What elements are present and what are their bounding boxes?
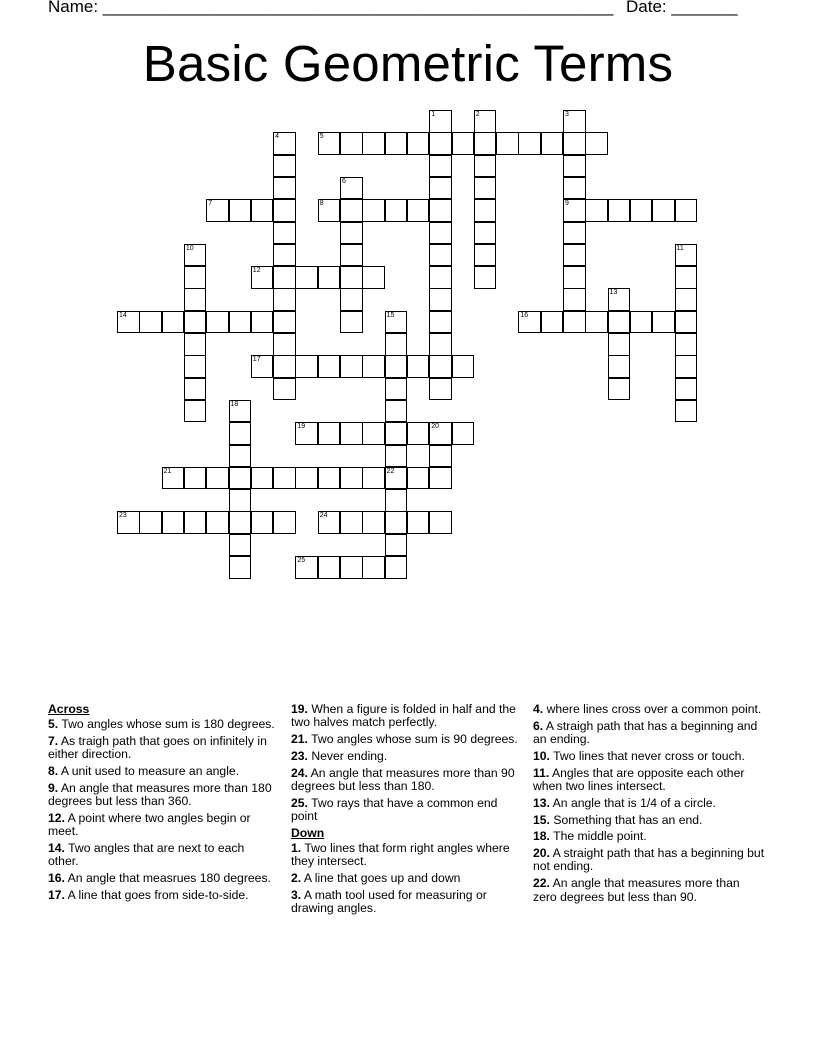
- grid-cell[interactable]: [585, 132, 608, 155]
- clue-item-text: A math tool used for measuring or drawing angles.: [291, 888, 487, 916]
- clue-item-text: A straigh path that has a beginning and an ending.: [533, 718, 758, 747]
- grid-cell[interactable]: [429, 467, 452, 490]
- clue-item-number: 12.: [48, 811, 65, 826]
- grid-cell[interactable]: [184, 244, 207, 267]
- clue-item-number: 19.: [291, 702, 308, 716]
- grid-cell[interactable]: [407, 355, 430, 378]
- grid-cell[interactable]: [206, 199, 229, 222]
- clue-item-text: A straight path that has a beginning but not ending.: [533, 846, 765, 874]
- clue-item-text: An angle that is 1/4 of a circle.: [552, 795, 716, 810]
- clue-number: 8: [319, 200, 324, 208]
- clue-item: [533, 750, 765, 763]
- grid-cell[interactable]: [608, 199, 631, 222]
- clue-item-number: 13.: [533, 795, 550, 810]
- grid-cell[interactable]: [474, 177, 497, 200]
- grid-cell[interactable]: [385, 333, 408, 356]
- grid-cell[interactable]: [295, 266, 318, 289]
- grid-cell[interactable]: [585, 311, 608, 334]
- section-heading: Down: [291, 825, 325, 840]
- clue-number: 7: [208, 200, 213, 208]
- grid-cell[interactable]: [251, 311, 274, 334]
- grid-cell[interactable]: [295, 422, 318, 445]
- grid-cell[interactable]: [340, 511, 363, 534]
- grid-cell[interactable]: [251, 467, 274, 490]
- grid-cell[interactable]: [362, 355, 385, 378]
- grid-cell[interactable]: [362, 266, 385, 289]
- grid-cell[interactable]: [585, 199, 608, 222]
- grid-cell[interactable]: [318, 266, 341, 289]
- grid-cell[interactable]: [340, 355, 363, 378]
- grid-cell[interactable]: [429, 199, 452, 222]
- grid-cell[interactable]: [273, 333, 296, 356]
- grid-cell[interactable]: [675, 288, 698, 311]
- clue-item-number: 21.: [291, 732, 308, 747]
- grid-cell[interactable]: [407, 467, 430, 490]
- clue-number: 16: [520, 311, 529, 319]
- clue-item-number: 24.: [291, 765, 308, 780]
- grid-cell[interactable]: [563, 177, 586, 200]
- grid-cell[interactable]: [429, 445, 452, 468]
- grid-cell[interactable]: [608, 378, 631, 401]
- clue-number: 12: [252, 267, 261, 275]
- clue-item-text: Two angles that are next to each other.: [48, 841, 245, 869]
- grid-cell[interactable]: [318, 511, 341, 534]
- clue-item: [48, 735, 278, 762]
- clue-item: [48, 782, 278, 809]
- grid-cell[interactable]: [474, 199, 497, 222]
- clue-item-text: A unit used to measure an angle.: [60, 764, 240, 779]
- clue-item: [533, 830, 765, 843]
- grid-cell[interactable]: [229, 445, 252, 468]
- grid-cell[interactable]: [295, 556, 318, 579]
- grid-cell[interactable]: [563, 244, 586, 267]
- grid-cell[interactable]: [429, 222, 452, 245]
- grid-cell[interactable]: [608, 311, 631, 334]
- clue-item: [48, 842, 278, 869]
- grid-cell[interactable]: [675, 400, 698, 423]
- clue-number: 25: [297, 557, 306, 564]
- grid-cell[interactable]: [206, 467, 229, 490]
- clue-item-number: 14.: [48, 841, 65, 856]
- grid-cell[interactable]: [340, 266, 363, 289]
- grid-cell[interactable]: [675, 311, 698, 334]
- grid-cell[interactable]: [474, 110, 497, 133]
- clue-item-number: 10.: [533, 748, 550, 763]
- grid-cell[interactable]: [362, 199, 385, 222]
- grid-cell[interactable]: [251, 199, 274, 222]
- grid-cell[interactable]: [563, 132, 586, 155]
- clue-item-number: 8.: [48, 764, 59, 779]
- grid-cell[interactable]: [474, 155, 497, 178]
- grid-cell[interactable]: [563, 222, 586, 245]
- grid-cell[interactable]: [429, 378, 452, 401]
- grid-cell[interactable]: [229, 422, 252, 445]
- grid-cell[interactable]: [429, 311, 452, 334]
- grid-cell[interactable]: [675, 378, 698, 401]
- grid-cell[interactable]: [229, 199, 252, 222]
- grid-cell[interactable]: [563, 311, 586, 334]
- clue-item: [533, 814, 765, 827]
- grid-cell[interactable]: [429, 244, 452, 267]
- grid-cell[interactable]: [541, 132, 564, 155]
- grid-cell[interactable]: [295, 355, 318, 378]
- clue-item: [291, 797, 521, 824]
- grid-cell[interactable]: [184, 288, 207, 311]
- grid-cell[interactable]: [675, 355, 698, 378]
- clue-item-text: An angle that measrues 180 degrees.: [67, 871, 271, 886]
- grid-cell[interactable]: [229, 511, 252, 534]
- clue-item: [48, 889, 278, 902]
- grid-cell[interactable]: [429, 511, 452, 534]
- clue-item-text: Two lines that never cross or touch.: [553, 748, 745, 763]
- clue-item-text: Two lines that form right angles where they intersect.: [291, 841, 510, 869]
- grid-cell[interactable]: [474, 132, 497, 155]
- clue-number: 24: [319, 512, 328, 520]
- grid-cell[interactable]: [273, 378, 296, 401]
- grid-cell[interactable]: [407, 511, 430, 534]
- grid-cell[interactable]: [385, 378, 408, 401]
- grid-cell[interactable]: [429, 266, 452, 289]
- grid-cell[interactable]: [474, 266, 497, 289]
- grid-cell[interactable]: [318, 355, 341, 378]
- grid-cell[interactable]: [340, 556, 363, 579]
- grid-cell[interactable]: [452, 422, 475, 445]
- clue-item: [48, 872, 278, 885]
- grid-cell[interactable]: [518, 132, 541, 155]
- grid-cell[interactable]: [184, 266, 207, 289]
- clue-item: [533, 877, 765, 904]
- grid-cell[interactable]: [362, 467, 385, 490]
- grid-cell[interactable]: [273, 311, 296, 334]
- clue-item-text: Two angles whose sum is 90 degrees.: [311, 732, 518, 747]
- grid-cell[interactable]: [340, 422, 363, 445]
- grid-cell[interactable]: [206, 511, 229, 534]
- grid-cell[interactable]: [162, 311, 185, 334]
- clue-item-text: As traigh path that goes on infinitely in either direction.: [48, 734, 267, 762]
- clue-item-number: 6.: [533, 718, 544, 733]
- name-field[interactable]: Name: ______________________________________________________: [48, 0, 614, 16]
- clue-item-number: 23.: [291, 748, 308, 763]
- grid-cell[interactable]: [563, 199, 586, 222]
- grid-cell[interactable]: [273, 288, 296, 311]
- grid-cell[interactable]: [273, 199, 296, 222]
- grid-cell[interactable]: [407, 199, 430, 222]
- grid-cell[interactable]: [385, 422, 408, 445]
- date-field[interactable]: Date: _______: [626, 0, 738, 16]
- grid-cell[interactable]: [496, 132, 519, 155]
- grid-cell[interactable]: [385, 556, 408, 579]
- clue-item-number: 4.: [533, 702, 544, 716]
- clue-item-number: 2.: [291, 871, 302, 886]
- grid-cell[interactable]: [429, 422, 452, 445]
- clue-item-text: An angle that measures more than 90 degrees but less than 180.: [291, 765, 515, 793]
- clue-number: 19: [297, 423, 306, 431]
- grid-cell[interactable]: [117, 311, 140, 334]
- clue-number: 6: [342, 177, 346, 185]
- grid-cell[interactable]: [429, 155, 452, 178]
- page-title: Basic Geometric Terms: [142, 35, 674, 92]
- clue-item-number: 11.: [533, 765, 550, 780]
- clue-item: [291, 750, 521, 763]
- grid-cell[interactable]: [452, 132, 475, 155]
- clue-item: [291, 733, 521, 746]
- clue-item-number: 9.: [48, 780, 59, 795]
- grid-cell[interactable]: [273, 132, 296, 155]
- grid-cell[interactable]: [184, 400, 207, 423]
- clue-item-number: 25.: [291, 795, 308, 810]
- grid-cell[interactable]: [139, 511, 162, 534]
- clue-item-text: A line that goes up and down: [303, 871, 461, 886]
- clue-number: 3: [565, 111, 569, 118]
- grid-cell[interactable]: [452, 355, 475, 378]
- grid-cell[interactable]: [251, 355, 274, 378]
- grid-cell[interactable]: [385, 445, 408, 468]
- grid-cell[interactable]: [474, 244, 497, 267]
- clue-item-text: Angles that are opposite each other when two lines intersect.: [533, 765, 745, 793]
- grid-cell[interactable]: [229, 556, 252, 579]
- clue-item: [533, 797, 765, 810]
- grid-cell[interactable]: [318, 199, 341, 222]
- clue-number: 4: [275, 133, 279, 141]
- clue-number: 9: [565, 200, 569, 208]
- clue-item-number: 22.: [533, 876, 550, 891]
- clue-item: [533, 720, 765, 747]
- grid-cell[interactable]: [184, 333, 207, 356]
- grid-cell[interactable]: [340, 199, 363, 222]
- clue-item: [291, 842, 521, 869]
- grid-cell[interactable]: [385, 511, 408, 534]
- clue-item-text: A line that goes from side-to-side.: [67, 888, 249, 903]
- grid-cell[interactable]: [563, 288, 586, 311]
- clue-number: 13: [609, 289, 618, 297]
- clue-number: 11: [676, 244, 684, 252]
- grid-cell[interactable]: [518, 311, 541, 334]
- grid-cell[interactable]: [206, 311, 229, 334]
- clue-item: [48, 718, 278, 731]
- grid-cell[interactable]: [229, 311, 252, 334]
- grid-cell[interactable]: [273, 155, 296, 178]
- clue-item-text: Two angles whose sum is 180 degrees.: [61, 717, 275, 732]
- grid-cell[interactable]: [362, 422, 385, 445]
- grid-cell[interactable]: [318, 467, 341, 490]
- grid-cell[interactable]: [675, 266, 698, 289]
- clue-number: 10: [185, 244, 194, 252]
- grid-cell[interactable]: [429, 355, 452, 378]
- grid-cell[interactable]: [229, 467, 252, 490]
- clue-number: 20: [431, 423, 439, 431]
- clue-item-text: where lines cross over a common point.: [546, 702, 762, 716]
- grid-cell[interactable]: [340, 222, 363, 245]
- grid-cell[interactable]: [318, 556, 341, 579]
- grid-cell[interactable]: [608, 288, 631, 311]
- clue-item-number: 16.: [48, 871, 65, 886]
- grid-cell[interactable]: [362, 511, 385, 534]
- grid-cell[interactable]: [385, 467, 408, 490]
- grid-cell[interactable]: [385, 534, 408, 557]
- grid-cell[interactable]: [362, 132, 385, 155]
- grid-cell[interactable]: [563, 266, 586, 289]
- section-heading: Across: [48, 702, 90, 716]
- clue-number: 5: [319, 133, 324, 141]
- grid-cell[interactable]: [429, 110, 452, 133]
- grid-cell[interactable]: [273, 244, 296, 267]
- clue-item: [291, 767, 521, 794]
- grid-cell[interactable]: [385, 199, 408, 222]
- clue-number: 14: [119, 311, 127, 319]
- grid-cell[interactable]: [340, 311, 363, 334]
- grid-cell[interactable]: [385, 400, 408, 423]
- clue-item-number: 3.: [291, 888, 302, 903]
- grid-cell[interactable]: [318, 132, 341, 155]
- clue-number: 2: [475, 111, 480, 118]
- grid-cell[interactable]: [429, 132, 452, 155]
- clue-item-text: A point where two angles begin or meet.: [48, 811, 251, 839]
- grid-cell[interactable]: [340, 177, 363, 200]
- grid-cell[interactable]: [608, 333, 631, 356]
- grid-cell[interactable]: [407, 422, 430, 445]
- clue-item: [533, 847, 765, 874]
- clue-number: 21: [163, 467, 172, 475]
- clue-item-text: Two rays that have a common end point: [291, 795, 498, 824]
- grid-cell[interactable]: [184, 355, 207, 378]
- grid-cell[interactable]: [675, 244, 698, 267]
- grid-cell[interactable]: [184, 511, 207, 534]
- grid-cell[interactable]: [385, 489, 408, 512]
- clue-item: [533, 767, 765, 794]
- clue-item-text: Something that has an end.: [553, 812, 703, 827]
- grid-cell[interactable]: [407, 132, 430, 155]
- grid-cell[interactable]: [429, 333, 452, 356]
- grid-cell[interactable]: [184, 467, 207, 490]
- grid-cell[interactable]: [608, 355, 631, 378]
- clue-item: [48, 765, 278, 778]
- grid-cell[interactable]: [184, 378, 207, 401]
- grid-cell[interactable]: [385, 355, 408, 378]
- grid-cell[interactable]: [675, 333, 698, 356]
- grid-cell[interactable]: [429, 177, 452, 200]
- grid-cell[interactable]: [162, 467, 185, 490]
- clue-item: [291, 872, 521, 885]
- grid-cell[interactable]: [251, 511, 274, 534]
- clue-item: [291, 889, 521, 916]
- grid-cell[interactable]: [630, 311, 653, 334]
- clue-number: 17: [252, 356, 261, 364]
- grid-cell[interactable]: [318, 422, 341, 445]
- clue-column-3: [533, 703, 765, 907]
- clue-item: [533, 703, 765, 716]
- grid-cell[interactable]: [229, 489, 252, 512]
- clue-item-text: An angle that measures more than 180 degrees but less than 360.: [48, 780, 272, 809]
- grid-cell[interactable]: [273, 222, 296, 245]
- grid-cell[interactable]: [630, 199, 653, 222]
- clue-number: 23: [119, 512, 127, 520]
- grid-cell[interactable]: [362, 556, 385, 579]
- grid-cell[interactable]: [273, 511, 296, 534]
- grid-cell[interactable]: [675, 199, 698, 222]
- clue-item-number: 1.: [291, 841, 302, 856]
- grid-cell[interactable]: [273, 467, 296, 490]
- grid-cell[interactable]: [229, 400, 252, 423]
- grid-cell[interactable]: [340, 288, 363, 311]
- clue-item-number: 5.: [48, 717, 59, 732]
- grid-cell[interactable]: [541, 311, 564, 334]
- grid-cell[interactable]: [563, 155, 586, 178]
- grid-cell[interactable]: [229, 534, 252, 557]
- clue-item-number: 20.: [533, 846, 550, 861]
- grid-cell[interactable]: [563, 110, 586, 133]
- grid-cell[interactable]: [273, 355, 296, 378]
- clue-item: [291, 703, 521, 730]
- clue-item-number: 17.: [48, 888, 65, 903]
- clue-number: 22: [386, 467, 395, 475]
- clue-number: 18: [230, 400, 239, 408]
- grid-cell[interactable]: [184, 311, 207, 334]
- clue-item-text: Never ending.: [311, 748, 388, 763]
- clue-item-number: 18.: [533, 829, 550, 844]
- clue-item: [48, 812, 278, 839]
- grid-cell[interactable]: [385, 132, 408, 155]
- grid-cell[interactable]: [139, 311, 162, 334]
- grid-cell[interactable]: [652, 199, 675, 222]
- grid-cell[interactable]: [474, 222, 497, 245]
- clue-column-2: [291, 703, 521, 919]
- grid-cell[interactable]: [273, 177, 296, 200]
- grid-cell[interactable]: [162, 511, 185, 534]
- grid-cell[interactable]: [340, 467, 363, 490]
- grid-cell[interactable]: [429, 288, 452, 311]
- clue-item-text: An angle that measures more than zero degrees but less than 90.: [533, 876, 740, 904]
- grid-cell[interactable]: [340, 244, 363, 267]
- grid-cell[interactable]: [385, 311, 408, 334]
- clue-number: 15: [386, 311, 395, 319]
- clue-item-number: 7.: [48, 734, 59, 749]
- grid-cell[interactable]: [251, 266, 274, 289]
- clue-item-text: When a figure is folded in half and the two halves match perfectly.: [291, 702, 516, 730]
- clue-number: 1: [431, 111, 436, 118]
- grid-cell[interactable]: [273, 266, 296, 289]
- grid-cell[interactable]: [295, 467, 318, 490]
- clue-item-text: The middle point.: [553, 829, 647, 844]
- clue-column-1: [48, 703, 278, 906]
- grid-cell[interactable]: [652, 311, 675, 334]
- clue-item-number: 15.: [533, 812, 550, 827]
- grid-cell[interactable]: [117, 511, 140, 534]
- grid-cell[interactable]: [340, 132, 363, 155]
